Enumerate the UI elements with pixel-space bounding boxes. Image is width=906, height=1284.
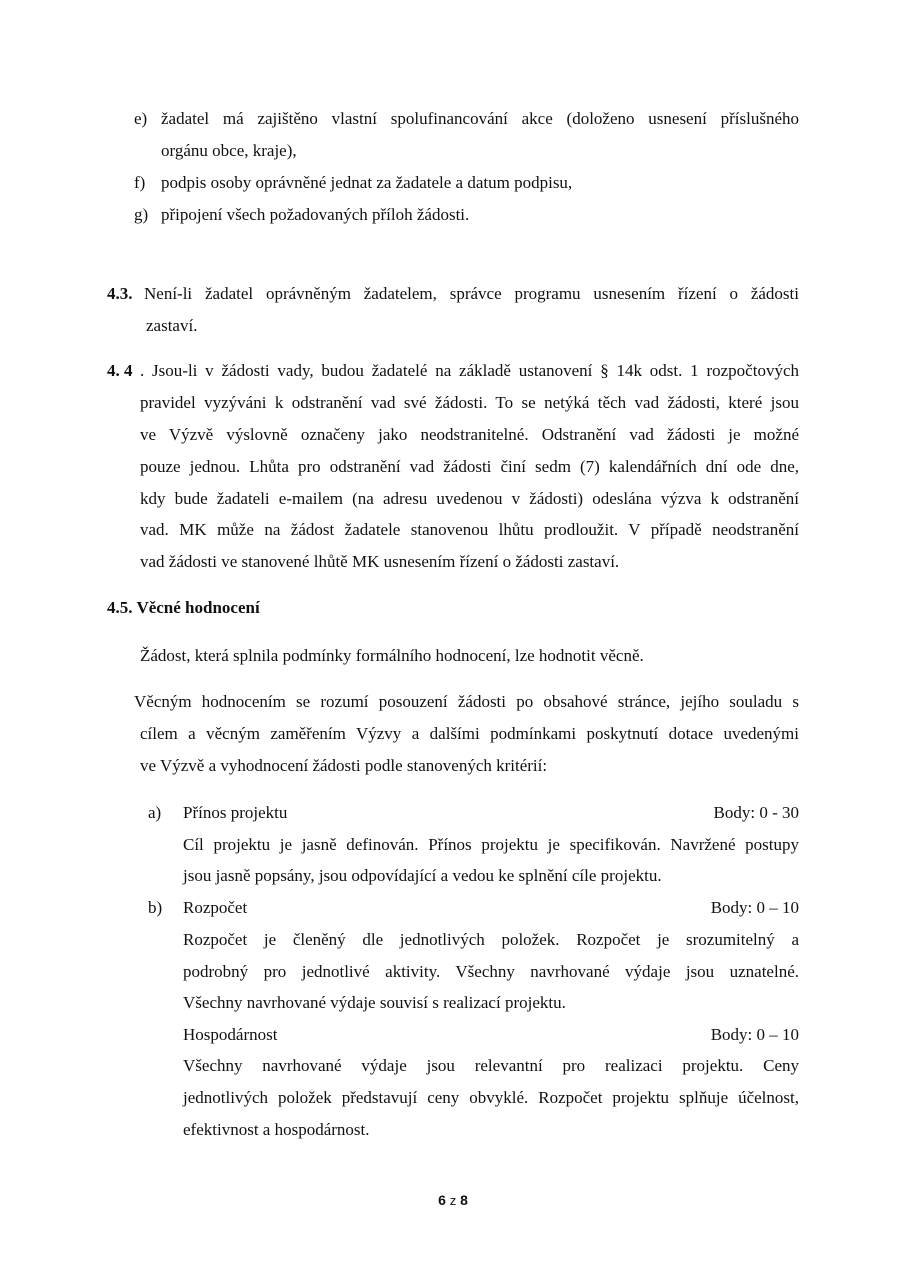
criterion-marker: b) (148, 898, 163, 917)
criterion-text-line: jednotlivých položek představují ceny obvyklé. Rozpočet projektu splňuje účelnost, (183, 1088, 799, 1107)
current-page: 6 (438, 1192, 446, 1208)
section-number: 4.3. (107, 284, 133, 303)
list-text-line: podpis osoby oprávněné jednat za žadatele a datum podpisu, (161, 173, 573, 192)
criterion-points: Body: 0 - 30 (713, 803, 799, 822)
paragraph-line: pouze jednou. Lhůta pro odstranění vad žádosti činí sedm (7) kalendářních dní ode dne, (140, 457, 799, 476)
paragraph-line: . Jsou-li v žádosti vady, budou žadatelé na základě ustanovení § 14k odst. 1 rozpočtových (140, 361, 799, 380)
criterion-marker: a) (148, 803, 162, 822)
list-text-line: připojení všech požadovaných příloh žádosti. (161, 205, 470, 224)
paragraph-line: Věcným hodnocením se rozumí posouzení žádosti po obsahové stránce, jejího souladu s (134, 692, 799, 711)
paragraph-line: kdy bude žadateli e-mailem (na adresu uvedenou v žádosti) odeslána výzva k odstranění (140, 489, 799, 508)
list-text-line: orgánu obce, kraje), (161, 141, 297, 160)
intro-paragraph: Žádost, která splnila podmínky formálního hodnocení, lze hodnotit věcně. (140, 646, 644, 665)
criterion-text-line: podrobný pro jednotlivé aktivity. Všechny navrhované výdaje jsou uznatelné. (183, 962, 799, 981)
page-of-label: z (449, 1193, 457, 1208)
section-number: 4. 4 (107, 361, 133, 380)
criterion-title: Přínos projektu (183, 803, 288, 822)
paragraph-line: cílem a věcným zaměřením Výzvy a dalšími podmínkami poskytnutí dotace uvedenými (140, 724, 799, 743)
criterion-text-line: Všechny navrhované výdaje jsou relevantní pro realizaci projektu. Ceny (183, 1056, 799, 1075)
criterion-title: Hospodárnost (183, 1025, 278, 1044)
paragraph-line: ve Výzvě výslovně označeny jako neodstranitelné. Odstranění vad žádosti je možné (140, 425, 799, 444)
list-marker: g) (134, 205, 149, 224)
criterion-points: Body: 0 – 10 (710, 898, 799, 917)
page-number (0, 1192, 906, 1208)
paragraph-line: pravidel vyzýváni k odstranění vad své žádosti. To se netýká těch vad žádosti, které jsou (140, 393, 799, 412)
criterion-text-line: Rozpočet je členěný dle jednotlivých položek. Rozpočet je srozumitelný a (183, 930, 799, 949)
criterion-text-line: Všechny navrhované výdaje souvisí s realizací projektu. (183, 993, 566, 1012)
criterion-points: Body: 0 – 10 (710, 1025, 799, 1044)
criterion-text-line: jsou jasně popsány, jsou odpovídající a vedou ke splnění cíle projektu. (183, 866, 662, 885)
list-marker: f) (134, 173, 146, 192)
total-pages: 8 (460, 1192, 468, 1208)
paragraph-line: Není-li žadatel oprávněným žadatelem, správce programu usnesením řízení o žádosti (144, 284, 799, 303)
list-marker: e) (134, 109, 148, 128)
paragraph-line: zastaví. (146, 316, 198, 335)
paragraph-line: vad. MK může na žádost žadatele stanovenou lhůtu prodloužit. V případě neodstranění (140, 520, 799, 539)
paragraph-line: ve Výzvě a vyhodnocení žádosti podle stanovených kritérií: (140, 756, 548, 775)
criterion-text-line: efektivnost a hospodárnost. (183, 1120, 370, 1139)
criterion-text-line: Cíl projektu je jasně definován. Přínos projektu je specifikován. Navržené postupy (183, 835, 799, 854)
section-heading: 4.5. Věcné hodnocení (107, 598, 260, 617)
list-text-line: žadatel má zajištěno vlastní spolufinancování akce (doloženo usnesení příslušného (161, 109, 799, 128)
paragraph-line: vad žádosti ve stanovené lhůtě MK usnesením řízení o žádosti zastaví. (140, 552, 620, 571)
criterion-title: Rozpočet (183, 898, 248, 917)
